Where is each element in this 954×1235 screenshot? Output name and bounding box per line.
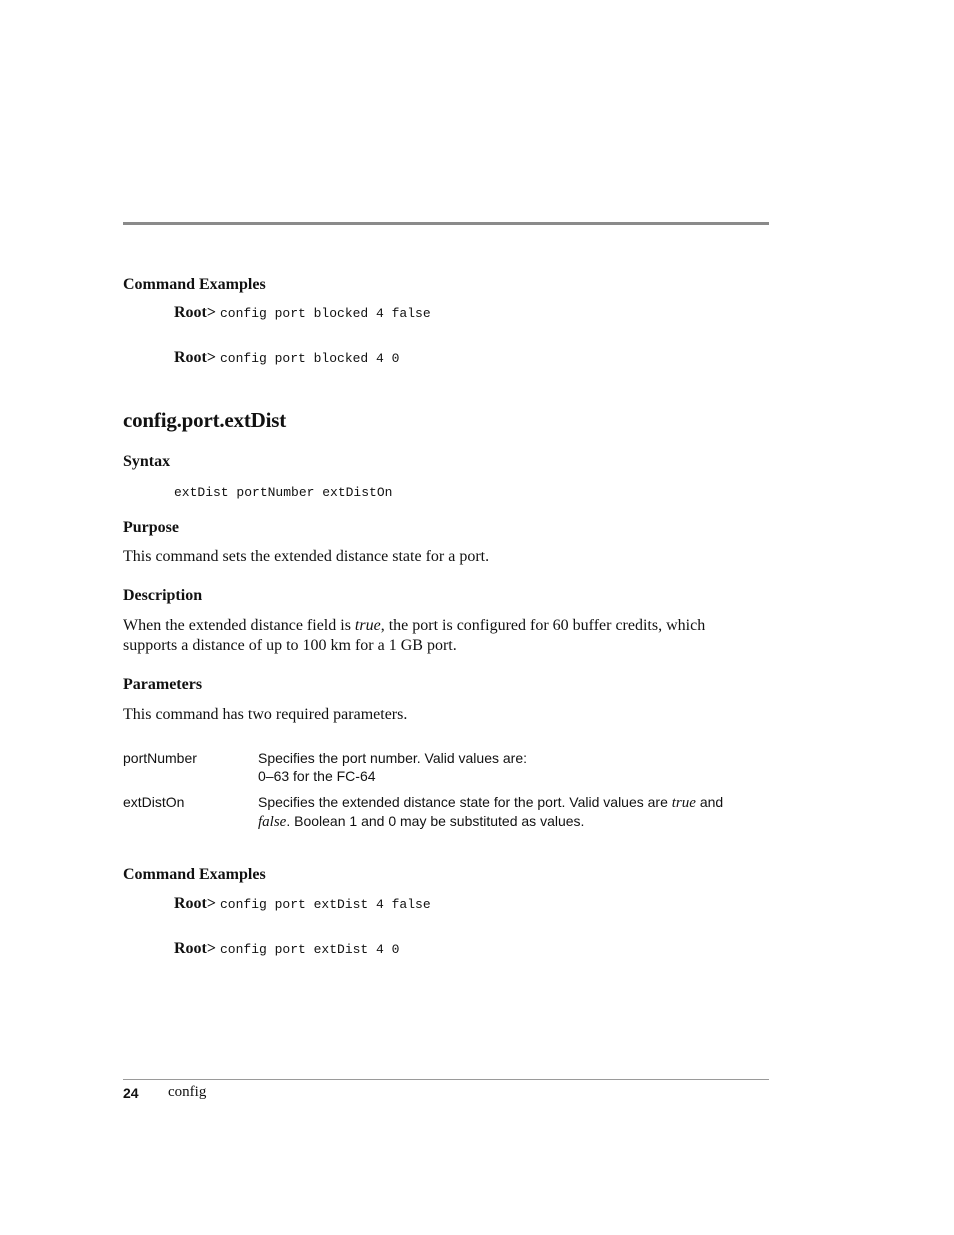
command-text: config port extDist 4 0 <box>220 942 400 957</box>
prompt-label: Root> <box>174 349 216 366</box>
parameter-description: Specifies the port number. Valid values are: <box>258 750 528 766</box>
command-example-line <box>174 304 431 322</box>
parameter-description <box>258 813 584 831</box>
command-text: config port blocked 4 false <box>220 306 431 321</box>
header-rule <box>123 222 769 225</box>
description-text: , the port is configured for 60 buffer credits, which <box>380 617 706 634</box>
description-line: supports a distance of up to 100 km for a 1 GB port. <box>123 637 457 654</box>
command-example-line <box>174 349 399 367</box>
parameter-description: 0–63 for the FC-64 <box>258 768 376 784</box>
prompt-label: Root> <box>174 940 216 957</box>
section-title: config.port.extDist <box>123 408 287 432</box>
page-number: 24 <box>123 1085 139 1101</box>
command-examples-heading: Command Examples <box>123 276 266 293</box>
parameters-heading: Parameters <box>123 676 203 693</box>
parameter-text: Specifies the extended distance state for the port. Valid values are <box>258 794 672 810</box>
description-line <box>123 617 705 635</box>
command-example-line <box>174 895 431 913</box>
emphasis-true: true <box>354 617 381 634</box>
syntax-heading: Syntax <box>123 453 171 470</box>
parameter-description <box>258 794 723 812</box>
purpose-heading: Purpose <box>123 519 179 536</box>
parameter-name: portNumber <box>123 750 197 766</box>
description-text: When the extended distance field is <box>123 617 355 634</box>
prompt-label: Root> <box>174 304 216 321</box>
command-text: config port extDist 4 false <box>220 897 431 912</box>
parameters-intro: This command has two required parameters. <box>123 706 408 723</box>
chapter-name: config <box>168 1084 207 1100</box>
command-example-line <box>174 940 399 958</box>
parameter-name: extDistOn <box>123 794 185 810</box>
emphasis-false: false <box>258 814 287 830</box>
footer-rule <box>123 1079 769 1080</box>
command-examples-heading: Command Examples <box>123 866 266 883</box>
description-heading: Description <box>123 587 203 604</box>
parameter-text: . Boolean 1 and 0 may be substituted as values. <box>286 813 585 829</box>
emphasis-true: true <box>671 795 696 811</box>
command-text: config port blocked 4 0 <box>220 351 400 366</box>
prompt-label: Root> <box>174 895 216 912</box>
purpose-text: This command sets the extended distance state for a port. <box>123 548 490 565</box>
syntax-text: extDist portNumber extDistOn <box>174 485 393 500</box>
parameter-text: and <box>695 794 724 810</box>
